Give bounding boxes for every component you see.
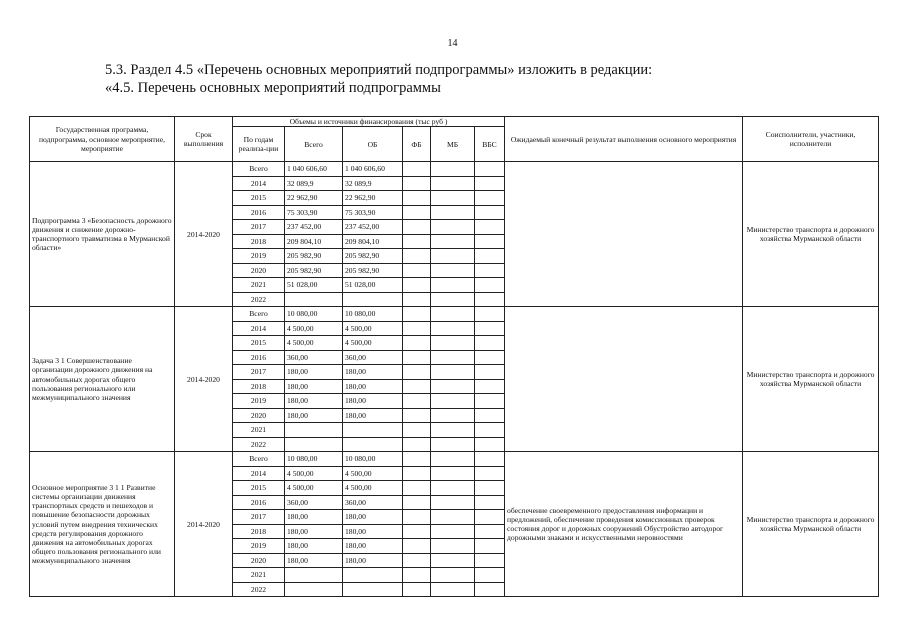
ob-cell: 237 452,00 bbox=[343, 220, 403, 235]
vbs-cell bbox=[475, 452, 505, 467]
year-cell: 2015 bbox=[233, 191, 285, 206]
mb-cell bbox=[431, 568, 475, 583]
activity-name: Подпрограмма 3 «Безопасность дорожного движения и снижение дорожно-транспортного травматизма в Мурманской области» bbox=[30, 162, 175, 307]
header-program: Государственная программа, подпрограмма, основное мероприятие, мероприятие bbox=[30, 117, 175, 162]
fb-cell bbox=[403, 452, 431, 467]
year-cell: 2018 bbox=[233, 379, 285, 394]
total-cell bbox=[285, 568, 343, 583]
ob-cell: 180,00 bbox=[343, 394, 403, 409]
total-cell: 205 982,90 bbox=[285, 263, 343, 278]
year-cell: 2016 bbox=[233, 205, 285, 220]
ob-cell bbox=[343, 423, 403, 438]
header-ob: ОБ bbox=[343, 127, 403, 162]
year-cell: 2018 bbox=[233, 524, 285, 539]
mb-cell bbox=[431, 437, 475, 452]
table-body bbox=[30, 162, 879, 597]
executor: Министерство транспорта и дорожного хозяйства Мурманской области bbox=[743, 307, 879, 452]
header-by-years: По годам реализа-ции bbox=[233, 127, 285, 162]
ob-cell: 4 500,00 bbox=[343, 481, 403, 496]
executor: Министерство транспорта и дорожного хозяйства Мурманской области bbox=[743, 452, 879, 597]
year-cell: 2017 bbox=[233, 220, 285, 235]
year-cell: Всего bbox=[233, 162, 285, 177]
total-cell: 4 500,00 bbox=[285, 321, 343, 336]
total-cell: 10 080,00 bbox=[285, 307, 343, 322]
section-heading: 5.3. Раздел 4.5 «Перечень основных мероприятий подпрограммы» изложить в редакции: bbox=[105, 62, 653, 78]
mb-cell bbox=[431, 292, 475, 307]
vbs-cell bbox=[475, 162, 505, 177]
mb-cell bbox=[431, 495, 475, 510]
year-cell: 2017 bbox=[233, 365, 285, 380]
fb-cell bbox=[403, 437, 431, 452]
vbs-cell bbox=[475, 553, 505, 568]
ob-cell bbox=[343, 292, 403, 307]
mb-cell bbox=[431, 452, 475, 467]
expected-result: обеспечение своевременного предоставления информации и предложений, обеспечение проведения комиссионных проверок состояния дорог и дорожных сооружений Обустройство автодорог дорожными знаками и искусственными неровностями bbox=[505, 452, 743, 597]
mb-cell bbox=[431, 263, 475, 278]
total-cell: 4 500,00 bbox=[285, 336, 343, 351]
mb-cell bbox=[431, 336, 475, 351]
vbs-cell bbox=[475, 495, 505, 510]
subsection-heading: «4.5. Перечень основных мероприятий подпрограммы bbox=[105, 80, 441, 96]
activities-table bbox=[29, 116, 879, 597]
fb-cell bbox=[403, 350, 431, 365]
total-cell: 75 303,90 bbox=[285, 205, 343, 220]
total-cell bbox=[285, 582, 343, 597]
vbs-cell bbox=[475, 321, 505, 336]
vbs-cell bbox=[475, 336, 505, 351]
year-cell: 2014 bbox=[233, 176, 285, 191]
ob-cell bbox=[343, 582, 403, 597]
header-mb: МБ bbox=[431, 127, 475, 162]
mb-cell bbox=[431, 278, 475, 293]
year-cell: 2017 bbox=[233, 510, 285, 525]
page-number: 14 bbox=[447, 38, 458, 49]
total-cell: 180,00 bbox=[285, 379, 343, 394]
fb-cell bbox=[403, 568, 431, 583]
expected-result bbox=[505, 162, 743, 307]
ob-cell: 205 982,90 bbox=[343, 249, 403, 264]
year-cell: 2015 bbox=[233, 481, 285, 496]
mb-cell bbox=[431, 408, 475, 423]
vbs-cell bbox=[475, 365, 505, 380]
fb-cell bbox=[403, 336, 431, 351]
fb-cell bbox=[403, 539, 431, 554]
fb-cell bbox=[403, 176, 431, 191]
year-cell: 2022 bbox=[233, 292, 285, 307]
year-cell: 2014 bbox=[233, 321, 285, 336]
ob-cell: 180,00 bbox=[343, 408, 403, 423]
mb-cell bbox=[431, 553, 475, 568]
header-executors: Соисполнители, участники, исполнители bbox=[743, 117, 879, 162]
vbs-cell bbox=[475, 350, 505, 365]
fb-cell bbox=[403, 249, 431, 264]
fb-cell bbox=[403, 553, 431, 568]
header-financing: Объемы и источники финансирования (тыс руб ) bbox=[233, 117, 505, 127]
ob-cell: 1 040 606,60 bbox=[343, 162, 403, 177]
table-row bbox=[30, 162, 879, 177]
vbs-cell bbox=[475, 234, 505, 249]
mb-cell bbox=[431, 176, 475, 191]
executor: Министерство транспорта и дорожного хозяйства Мурманской области bbox=[743, 162, 879, 307]
mb-cell bbox=[431, 350, 475, 365]
fb-cell bbox=[403, 408, 431, 423]
fb-cell bbox=[403, 379, 431, 394]
vbs-cell bbox=[475, 220, 505, 235]
header-vbs: ВБС bbox=[475, 127, 505, 162]
year-cell: 2014 bbox=[233, 466, 285, 481]
mb-cell bbox=[431, 379, 475, 394]
total-cell: 237 452,00 bbox=[285, 220, 343, 235]
ob-cell: 180,00 bbox=[343, 379, 403, 394]
mb-cell bbox=[431, 365, 475, 380]
ob-cell: 51 028,00 bbox=[343, 278, 403, 293]
year-cell: 2021 bbox=[233, 423, 285, 438]
year-cell: 2022 bbox=[233, 582, 285, 597]
vbs-cell bbox=[475, 466, 505, 481]
fb-cell bbox=[403, 524, 431, 539]
vbs-cell bbox=[475, 278, 505, 293]
year-cell: Всего bbox=[233, 307, 285, 322]
mb-cell bbox=[431, 249, 475, 264]
mb-cell bbox=[431, 582, 475, 597]
year-cell: Всего bbox=[233, 452, 285, 467]
fb-cell bbox=[403, 220, 431, 235]
vbs-cell bbox=[475, 582, 505, 597]
year-cell: 2016 bbox=[233, 350, 285, 365]
total-cell: 32 089,9 bbox=[285, 176, 343, 191]
vbs-cell bbox=[475, 423, 505, 438]
total-cell: 360,00 bbox=[285, 350, 343, 365]
fb-cell bbox=[403, 495, 431, 510]
header-term: Срок выполнения bbox=[175, 117, 233, 162]
total-cell: 51 028,00 bbox=[285, 278, 343, 293]
activity-term: 2014-2020 bbox=[175, 307, 233, 452]
vbs-cell bbox=[475, 191, 505, 206]
mb-cell bbox=[431, 539, 475, 554]
year-cell: 2018 bbox=[233, 234, 285, 249]
ob-cell: 180,00 bbox=[343, 365, 403, 380]
ob-cell: 180,00 bbox=[343, 510, 403, 525]
vbs-cell bbox=[475, 481, 505, 496]
vbs-cell bbox=[475, 249, 505, 264]
mb-cell bbox=[431, 466, 475, 481]
year-cell: 2019 bbox=[233, 249, 285, 264]
table-header bbox=[30, 117, 879, 162]
ob-cell: 360,00 bbox=[343, 350, 403, 365]
year-cell: 2016 bbox=[233, 495, 285, 510]
vbs-cell bbox=[475, 408, 505, 423]
year-cell: 2020 bbox=[233, 553, 285, 568]
expected-result bbox=[505, 307, 743, 452]
table-row bbox=[30, 307, 879, 322]
ob-cell: 4 500,00 bbox=[343, 466, 403, 481]
mb-cell bbox=[431, 162, 475, 177]
total-cell bbox=[285, 292, 343, 307]
total-cell: 22 962,90 bbox=[285, 191, 343, 206]
ob-cell: 32 089,9 bbox=[343, 176, 403, 191]
fb-cell bbox=[403, 234, 431, 249]
fb-cell bbox=[403, 321, 431, 336]
ob-cell: 4 500,00 bbox=[343, 321, 403, 336]
activity-term: 2014-2020 bbox=[175, 452, 233, 597]
mb-cell bbox=[431, 220, 475, 235]
year-cell: 2022 bbox=[233, 437, 285, 452]
fb-cell bbox=[403, 510, 431, 525]
total-cell: 180,00 bbox=[285, 553, 343, 568]
vbs-cell bbox=[475, 510, 505, 525]
ob-cell: 205 982,90 bbox=[343, 263, 403, 278]
mb-cell bbox=[431, 307, 475, 322]
mb-cell bbox=[431, 321, 475, 336]
header-fb: ФБ bbox=[403, 127, 431, 162]
table-row bbox=[30, 452, 879, 467]
fb-cell bbox=[403, 481, 431, 496]
mb-cell bbox=[431, 191, 475, 206]
fb-cell bbox=[403, 365, 431, 380]
total-cell: 209 804,10 bbox=[285, 234, 343, 249]
ob-cell bbox=[343, 437, 403, 452]
fb-cell bbox=[403, 307, 431, 322]
vbs-cell bbox=[475, 379, 505, 394]
fb-cell bbox=[403, 162, 431, 177]
total-cell: 4 500,00 bbox=[285, 481, 343, 496]
fb-cell bbox=[403, 582, 431, 597]
vbs-cell bbox=[475, 263, 505, 278]
total-cell: 4 500,00 bbox=[285, 466, 343, 481]
fb-cell bbox=[403, 263, 431, 278]
fb-cell bbox=[403, 423, 431, 438]
activity-term: 2014-2020 bbox=[175, 162, 233, 307]
activity-name: Основное мероприятие 3 1 1 Развитие системы организации движения транспортных средств и пешеходов и повышение безопасности дорожных условий путем внедрения технических средств регулирования дорожного движения на автомобильных дорогах общего пользования регионального или межмуниципального значения bbox=[30, 452, 175, 597]
vbs-cell bbox=[475, 539, 505, 554]
fb-cell bbox=[403, 278, 431, 293]
ob-cell: 180,00 bbox=[343, 539, 403, 554]
total-cell: 10 080,00 bbox=[285, 452, 343, 467]
mb-cell bbox=[431, 423, 475, 438]
mb-cell bbox=[431, 510, 475, 525]
ob-cell: 10 080,00 bbox=[343, 452, 403, 467]
header-total: Всего bbox=[285, 127, 343, 162]
total-cell: 360,00 bbox=[285, 495, 343, 510]
vbs-cell bbox=[475, 307, 505, 322]
header-result: Ожидаемый конечный результат выполнения основного мероприятия bbox=[505, 117, 743, 162]
vbs-cell bbox=[475, 176, 505, 191]
year-cell: 2019 bbox=[233, 539, 285, 554]
fb-cell bbox=[403, 394, 431, 409]
vbs-cell bbox=[475, 524, 505, 539]
mb-cell bbox=[431, 481, 475, 496]
year-cell: 2021 bbox=[233, 568, 285, 583]
vbs-cell bbox=[475, 394, 505, 409]
year-cell: 2015 bbox=[233, 336, 285, 351]
fb-cell bbox=[403, 191, 431, 206]
year-cell: 2021 bbox=[233, 278, 285, 293]
ob-cell: 209 804,10 bbox=[343, 234, 403, 249]
total-cell bbox=[285, 423, 343, 438]
ob-cell: 360,00 bbox=[343, 495, 403, 510]
year-cell: 2019 bbox=[233, 394, 285, 409]
fb-cell bbox=[403, 466, 431, 481]
ob-cell: 10 080,00 bbox=[343, 307, 403, 322]
ob-cell: 4 500,00 bbox=[343, 336, 403, 351]
ob-cell: 180,00 bbox=[343, 553, 403, 568]
vbs-cell bbox=[475, 205, 505, 220]
year-cell: 2020 bbox=[233, 408, 285, 423]
ob-cell: 75 303,90 bbox=[343, 205, 403, 220]
mb-cell bbox=[431, 394, 475, 409]
total-cell: 180,00 bbox=[285, 539, 343, 554]
ob-cell: 22 962,90 bbox=[343, 191, 403, 206]
total-cell: 180,00 bbox=[285, 365, 343, 380]
vbs-cell bbox=[475, 437, 505, 452]
total-cell: 180,00 bbox=[285, 394, 343, 409]
ob-cell bbox=[343, 568, 403, 583]
fb-cell bbox=[403, 205, 431, 220]
ob-cell: 180,00 bbox=[343, 524, 403, 539]
total-cell bbox=[285, 437, 343, 452]
activity-name: Задача 3 1 Совершенствование организации дорожного движения на автомобильных дорогах общего пользования регионального или межмуниципального значения bbox=[30, 307, 175, 452]
vbs-cell bbox=[475, 292, 505, 307]
year-cell: 2020 bbox=[233, 263, 285, 278]
total-cell: 1 040 606,60 bbox=[285, 162, 343, 177]
total-cell: 180,00 bbox=[285, 524, 343, 539]
total-cell: 180,00 bbox=[285, 510, 343, 525]
fb-cell bbox=[403, 292, 431, 307]
mb-cell bbox=[431, 234, 475, 249]
total-cell: 180,00 bbox=[285, 408, 343, 423]
total-cell: 205 982,90 bbox=[285, 249, 343, 264]
mb-cell bbox=[431, 524, 475, 539]
vbs-cell bbox=[475, 568, 505, 583]
mb-cell bbox=[431, 205, 475, 220]
